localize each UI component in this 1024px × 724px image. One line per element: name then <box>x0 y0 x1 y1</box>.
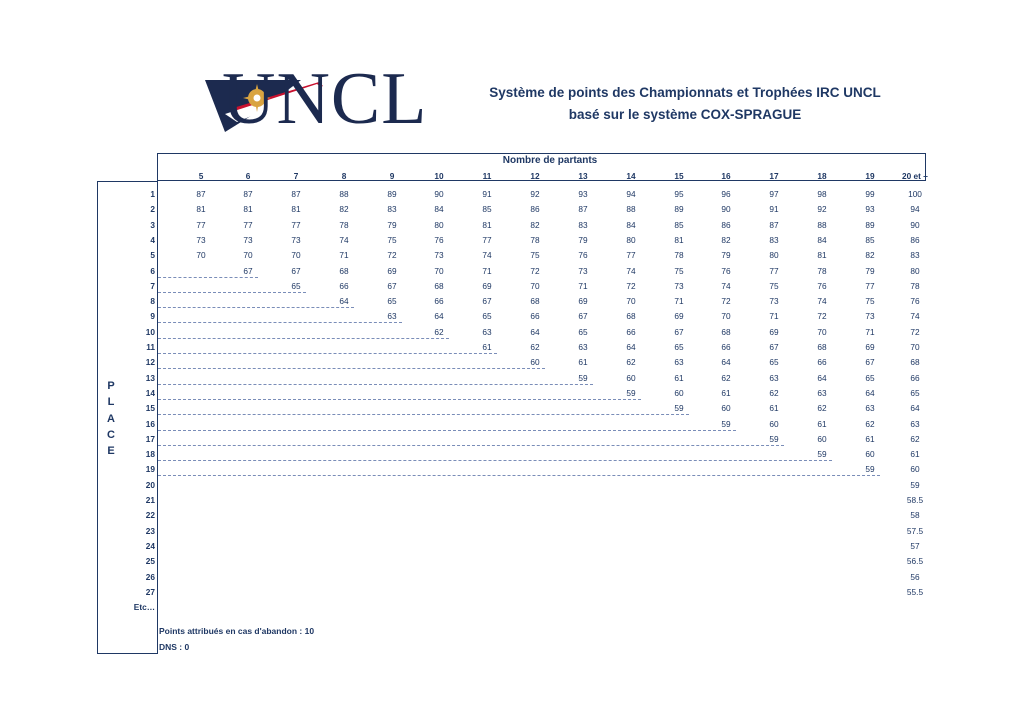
table-cell: 61 <box>482 342 492 352</box>
table-cell: 80 <box>626 234 636 245</box>
row-header-place: 16 <box>145 418 155 429</box>
table-cell: 93 <box>578 189 588 199</box>
table-cell: 90 <box>721 204 731 215</box>
table-cell: 62 <box>817 403 827 414</box>
column-header: 11 <box>482 171 492 181</box>
column-header: 12 <box>530 171 540 181</box>
table-cell: 88 <box>817 219 827 230</box>
table-cell: 63 <box>769 372 779 383</box>
page-title-line-1: Système de points des Championnats et Trophées IRC UNCL <box>489 85 881 100</box>
table-cell: 78 <box>910 280 920 291</box>
table-cell: 73 <box>243 234 253 245</box>
row-header-place: 10 <box>145 326 155 337</box>
row-header-place: 22 <box>145 510 155 521</box>
table-cell: 64 <box>339 296 349 307</box>
table-cell: 85 <box>674 219 684 230</box>
table-cell: 97 <box>769 189 779 199</box>
row-header-place: 25 <box>145 556 155 567</box>
column-header: 16 <box>721 171 731 181</box>
column-header: 7 <box>293 171 299 181</box>
table-cell: 66 <box>910 372 920 383</box>
row-separator <box>158 353 497 354</box>
table-cell: 67 <box>674 326 684 337</box>
row-header-place: 6 <box>150 265 155 276</box>
table-cell: 74 <box>339 234 349 245</box>
table-cell: 90 <box>910 219 920 230</box>
column-header: 8 <box>341 171 347 181</box>
table-cell: 81 <box>291 204 301 215</box>
table-cell: 61 <box>578 357 588 368</box>
table-cell: 77 <box>626 250 636 261</box>
table-cell: 63 <box>817 387 827 398</box>
table-cell: 59 <box>817 449 827 460</box>
row-header-divider <box>157 181 158 654</box>
table-cell: 80 <box>910 265 920 276</box>
row-header-place: 5 <box>150 250 155 261</box>
table-cell: 80 <box>434 219 444 230</box>
table-cell: 82 <box>339 204 349 215</box>
table-cell: 61 <box>769 403 779 414</box>
table-cell: 72 <box>626 280 636 291</box>
table-cell: 70 <box>910 342 920 352</box>
table-cell: 81 <box>243 204 253 215</box>
row-header-place: 20 <box>145 479 155 490</box>
table-cell: 65 <box>482 311 492 322</box>
table-cell: 72 <box>721 296 731 307</box>
table-cell: 63 <box>578 342 588 352</box>
table-cell: 87 <box>243 189 253 199</box>
table-cell: 77 <box>865 280 875 291</box>
row-separator <box>158 338 449 339</box>
table-cell: 76 <box>817 280 827 291</box>
table-cell: 79 <box>865 265 875 276</box>
column-header: 10 <box>434 171 444 181</box>
table-cell: 67 <box>291 265 301 276</box>
table-cell: 64 <box>817 372 827 383</box>
table-cell: 62 <box>721 372 731 383</box>
table-cell: 74 <box>910 311 920 322</box>
table-cell: 89 <box>865 219 875 230</box>
table-cell: 64 <box>530 326 540 337</box>
row-header-place: 9 <box>150 311 155 322</box>
row-separator <box>158 430 736 431</box>
row-separator <box>158 368 545 369</box>
table-cell: 67 <box>243 265 253 276</box>
table-cell: 88 <box>626 204 636 215</box>
table-cell: 84 <box>434 204 444 215</box>
row-header-place: 24 <box>145 540 155 551</box>
table-cell: 95 <box>674 189 684 199</box>
table-cell: 69 <box>482 280 492 291</box>
table-cell: 78 <box>339 219 349 230</box>
table-cell: 64 <box>626 342 636 352</box>
table-cell: 56 <box>910 571 920 582</box>
table-cell: 87 <box>196 189 206 199</box>
table-cell: 79 <box>578 234 588 245</box>
table-cell: 60 <box>865 449 875 460</box>
table-cell: 73 <box>291 234 301 245</box>
table-cell: 89 <box>387 189 397 199</box>
table-cell: 73 <box>674 280 684 291</box>
table-cell: 62 <box>434 326 444 337</box>
table-cell: 66 <box>530 311 540 322</box>
row-header-place: 11 <box>146 342 155 352</box>
table-cell: 59 <box>865 464 875 475</box>
table-cell: 69 <box>387 265 397 276</box>
table-cell: 58 <box>910 510 920 521</box>
table-cell: 73 <box>865 311 875 322</box>
table-cell: 75 <box>769 280 779 291</box>
column-header: 19 <box>865 171 875 181</box>
table-cell: 72 <box>530 265 540 276</box>
table-cell: 70 <box>817 326 827 337</box>
table-cell: 71 <box>865 326 875 337</box>
row-header-place: 27 <box>145 586 155 597</box>
table-cell: 85 <box>482 204 492 215</box>
row-header-place: 23 <box>145 525 155 536</box>
table-cell: 65 <box>910 387 920 398</box>
table-cell: 63 <box>387 311 397 322</box>
table-cell: 77 <box>482 234 492 245</box>
table-cell: 90 <box>434 189 444 199</box>
table-cell: 83 <box>578 219 588 230</box>
table-cell: 60 <box>769 418 779 429</box>
row-header-place: Etc… <box>133 602 155 613</box>
row-separator <box>158 384 593 385</box>
table-cell: 60 <box>910 464 920 475</box>
table-cell: 79 <box>387 219 397 230</box>
table-cell: 93 <box>865 204 875 215</box>
table-cell: 70 <box>721 311 731 322</box>
table-cell: 74 <box>721 280 731 291</box>
table-cell: 63 <box>865 403 875 414</box>
column-header: 18 <box>817 171 827 181</box>
table-cell: 66 <box>339 280 349 291</box>
table-cell: 60 <box>530 357 540 368</box>
column-header: 20 et + <box>901 171 929 181</box>
table-cell: 65 <box>865 372 875 383</box>
table-cell: 81 <box>817 250 827 261</box>
dns-points-note: DNS : 0 <box>159 642 190 652</box>
table-cell: 61 <box>910 449 920 460</box>
table-cell: 77 <box>769 265 779 276</box>
table-cell: 67 <box>578 311 588 322</box>
row-group-label: PLACE <box>107 380 115 458</box>
table-cell: 72 <box>387 250 397 261</box>
table-cell: 60 <box>817 433 827 444</box>
table-cell: 63 <box>482 326 492 337</box>
row-header-place: 12 <box>145 357 155 368</box>
table-cell: 61 <box>865 433 875 444</box>
table-cell: 78 <box>674 250 684 261</box>
column-header: 17 <box>769 171 779 181</box>
row-header-place: 14 <box>145 387 155 398</box>
table-cell: 69 <box>578 296 588 307</box>
table-cell: 69 <box>865 342 875 352</box>
table-cell: 83 <box>387 204 397 215</box>
table-cell: 65 <box>674 342 684 352</box>
table-cell: 92 <box>817 204 827 215</box>
table-cell: 94 <box>910 204 920 215</box>
row-header-place: 3 <box>150 219 155 230</box>
table-cell: 70 <box>434 265 444 276</box>
table-cell: 59 <box>769 433 779 444</box>
table-cell: 61 <box>721 387 731 398</box>
table-cell: 68 <box>339 265 349 276</box>
table-cell: 71 <box>339 250 349 261</box>
row-header-place: 4 <box>150 234 155 245</box>
table-cell: 79 <box>721 250 731 261</box>
row-separator <box>158 460 832 461</box>
table-cell: 87 <box>291 189 301 199</box>
table-cell: 60 <box>626 372 636 383</box>
table-cell: 82 <box>530 219 540 230</box>
table-cell: 66 <box>434 296 444 307</box>
column-header: 15 <box>674 171 684 181</box>
table-cell: 75 <box>530 250 540 261</box>
table-cell: 83 <box>769 234 779 245</box>
column-header: 9 <box>389 171 395 181</box>
row-separator <box>158 307 354 308</box>
table-cell: 98 <box>817 189 827 199</box>
table-cell: 96 <box>721 189 731 199</box>
table-cell: 68 <box>530 296 540 307</box>
column-header: 6 <box>245 171 251 181</box>
row-header-place: 8 <box>150 296 155 307</box>
table-cell: 75 <box>674 265 684 276</box>
table-cell: 89 <box>674 204 684 215</box>
column-group-label: Nombre de partants <box>502 155 598 166</box>
table-cell: 78 <box>817 265 827 276</box>
table-cell: 64 <box>910 403 920 414</box>
table-cell: 67 <box>482 296 492 307</box>
table-cell: 67 <box>865 357 875 368</box>
page-title-line-2: basé sur le système COX-SPRAGUE <box>568 107 802 122</box>
table-cell: 68 <box>721 326 731 337</box>
table-cell: 73 <box>769 296 779 307</box>
table-cell: 57 <box>910 540 920 551</box>
table-cell: 84 <box>817 234 827 245</box>
table-cell: 91 <box>769 204 779 215</box>
row-separator <box>158 322 402 323</box>
table-cell: 85 <box>865 234 875 245</box>
row-separator <box>158 292 306 293</box>
table-cell: 68 <box>626 311 636 322</box>
table-cell: 67 <box>769 342 779 352</box>
table-cell: 60 <box>674 387 684 398</box>
table-cell: 69 <box>674 311 684 322</box>
table-cell: 66 <box>626 326 636 337</box>
table-cell: 87 <box>769 219 779 230</box>
table-cell: 100 <box>908 189 922 199</box>
column-header: 13 <box>578 171 588 181</box>
table-cell: 64 <box>434 311 444 322</box>
table-cell: 59 <box>910 479 920 490</box>
table-cell: 99 <box>865 189 875 199</box>
row-header-place: 18 <box>145 449 155 460</box>
table-cell: 64 <box>865 387 875 398</box>
column-header: 5 <box>198 171 204 181</box>
row-header-place: 13 <box>145 372 155 383</box>
table-cell: 76 <box>910 296 920 307</box>
table-cell: 81 <box>196 204 206 215</box>
table-cell: 68 <box>910 357 920 368</box>
table-cell: 72 <box>910 326 920 337</box>
row-header-place: 17 <box>145 433 155 444</box>
table-cell: 62 <box>865 418 875 429</box>
table-cell: 65 <box>291 280 301 291</box>
abandon-points-note: Points attribués en cas d'abandon : 10 <box>159 626 315 636</box>
table-cell: 88 <box>339 189 349 199</box>
table-cell: 81 <box>674 234 684 245</box>
table-cell: 76 <box>721 265 731 276</box>
table-cell: 59 <box>674 403 684 414</box>
table-cell: 86 <box>530 204 540 215</box>
table-cell: 59 <box>626 387 636 398</box>
table-cell: 73 <box>434 250 444 261</box>
table-cell: 65 <box>769 357 779 368</box>
logo-wordmark: UNCL <box>222 58 428 140</box>
table-cell: 58.5 <box>906 495 924 505</box>
table-cell: 63 <box>674 357 684 368</box>
table-cell: 73 <box>578 265 588 276</box>
table-cell: 76 <box>578 250 588 261</box>
table-cell: 94 <box>626 189 636 199</box>
table-cell: 80 <box>769 250 779 261</box>
table-cell: 77 <box>291 219 301 230</box>
table-cell: 77 <box>196 219 206 230</box>
table-cell: 86 <box>910 234 920 245</box>
table-cell: 78 <box>530 234 540 245</box>
table-cell: 59 <box>578 372 588 383</box>
table-cell: 66 <box>721 342 731 352</box>
table-cell: 74 <box>482 250 492 261</box>
table-cell: 66 <box>817 357 827 368</box>
table-cell: 62 <box>626 357 636 368</box>
table-cell: 67 <box>387 280 397 291</box>
table-cell: 74 <box>626 265 636 276</box>
table-cell: 61 <box>674 372 684 383</box>
table-cell: 68 <box>817 342 827 352</box>
row-separator <box>158 399 641 400</box>
table-cell: 91 <box>482 189 492 199</box>
table-cell: 86 <box>721 219 731 230</box>
table-cell: 71 <box>674 296 684 307</box>
row-header-place: 2 <box>150 204 155 215</box>
table-cell: 72 <box>817 311 827 322</box>
table-cell: 84 <box>626 219 636 230</box>
row-separator <box>158 475 880 476</box>
table-cell: 62 <box>910 433 920 444</box>
row-separator <box>158 414 689 415</box>
table-cell: 60 <box>721 403 731 414</box>
table-cell: 56.5 <box>906 556 924 567</box>
row-header-place: 21 <box>145 495 155 505</box>
table-cell: 68 <box>434 280 444 291</box>
table-cell: 70 <box>243 250 253 261</box>
row-header-place: 19 <box>145 464 155 475</box>
table-cell: 75 <box>387 234 397 245</box>
row-header-place: 7 <box>150 280 155 291</box>
row-separator <box>158 445 784 446</box>
column-header: 14 <box>626 171 636 181</box>
table-cell: 63 <box>910 418 920 429</box>
table-cell: 83 <box>910 250 920 261</box>
table-cell: 71 <box>769 311 779 322</box>
table-cell: 71 <box>578 280 588 291</box>
table-cell: 62 <box>769 387 779 398</box>
row-header-place: 15 <box>145 403 155 414</box>
table-cell: 70 <box>291 250 301 261</box>
table-cell: 82 <box>721 234 731 245</box>
table-cell: 74 <box>817 296 827 307</box>
table-cell: 75 <box>865 296 875 307</box>
table-cell: 57.5 <box>906 525 924 536</box>
table-cell: 70 <box>530 280 540 291</box>
table-cell: 70 <box>626 296 636 307</box>
table-cell: 65 <box>387 296 397 307</box>
table-cell: 64 <box>721 357 731 368</box>
row-separator <box>158 277 258 278</box>
table-cell: 55.5 <box>906 586 924 597</box>
table-cell: 65 <box>578 326 588 337</box>
table-cell: 77 <box>243 219 253 230</box>
table-cell: 73 <box>196 234 206 245</box>
table-cell: 92 <box>530 189 540 199</box>
table-cell: 81 <box>482 219 492 230</box>
table-cell: 70 <box>196 250 206 261</box>
row-header-place: 26 <box>145 571 155 582</box>
table-cell: 82 <box>865 250 875 261</box>
table-cell: 62 <box>530 342 540 352</box>
table-cell: 61 <box>817 418 827 429</box>
table-cell: 87 <box>578 204 588 215</box>
table-cell: 76 <box>434 234 444 245</box>
table-cell: 71 <box>482 265 492 276</box>
table-cell: 69 <box>769 326 779 337</box>
table-cell: 59 <box>721 418 731 429</box>
row-header-place: 1 <box>150 189 155 199</box>
